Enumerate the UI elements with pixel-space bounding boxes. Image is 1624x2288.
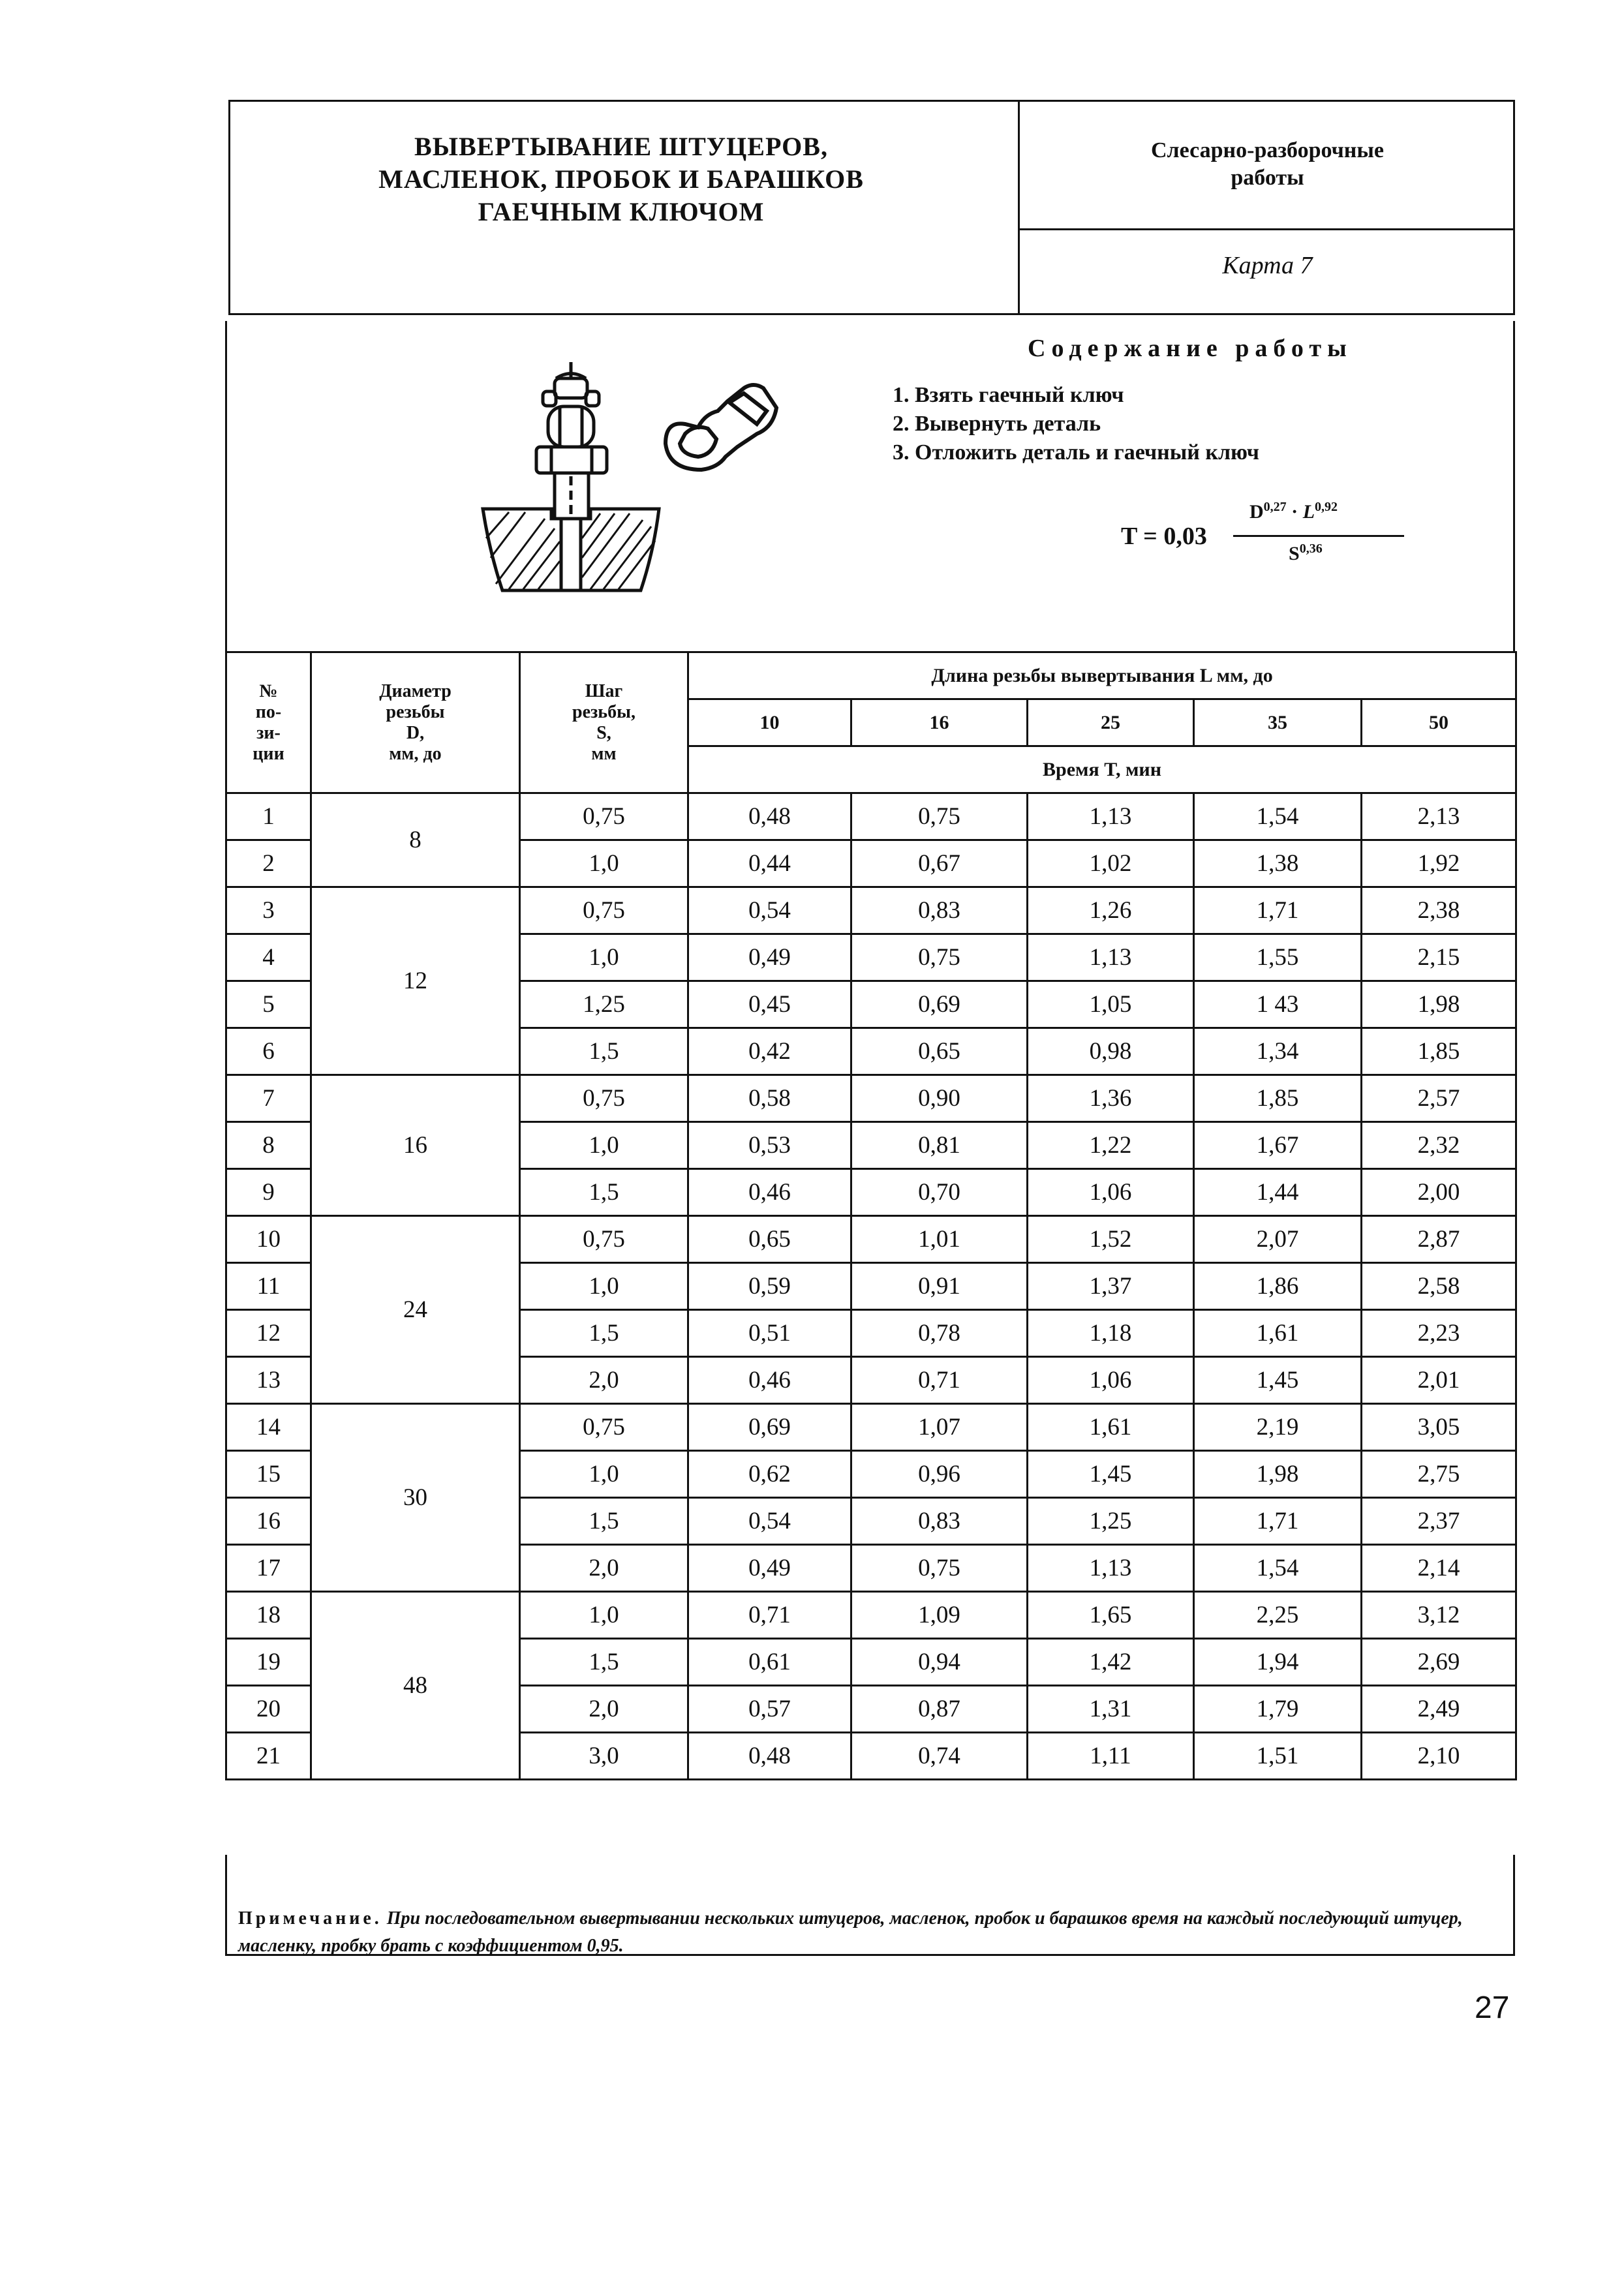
pitch-cell: 1,5 [520,1028,688,1075]
time-cell: 1,86 [1194,1263,1362,1310]
time-cell: 1,44 [1194,1169,1362,1216]
pitch-cell: 1,5 [520,1169,688,1216]
time-cell: 1,85 [1194,1075,1362,1122]
pitch-cell: 1,5 [520,1310,688,1357]
time-cell: 2,13 [1362,793,1516,840]
time-cell: 0,45 [688,981,851,1028]
time-cell: 1,13 [1028,934,1194,981]
time-cell: 2,23 [1362,1310,1516,1357]
diameter-cell: 30 [311,1404,520,1592]
time-cell: 3,05 [1362,1404,1516,1451]
time-cell: 1,13 [1028,793,1194,840]
time-cell: 0,61 [688,1639,851,1686]
col-header-pitch: Шаг резьбы, S, мм [520,652,688,793]
card-number: Карта 7 [1222,252,1313,279]
time-cell: 0,70 [851,1169,1028,1216]
time-cell: 1,45 [1028,1451,1194,1498]
pitch-cell: 1,5 [520,1639,688,1686]
time-cell: 0,71 [688,1592,851,1639]
position-cell: 9 [226,1169,311,1216]
pitch-cell: 2,0 [520,1686,688,1733]
time-cell: 1,31 [1028,1686,1194,1733]
time-cell: 0,71 [851,1357,1028,1404]
time-cell: 1,71 [1194,1498,1362,1545]
page-number: 27 [1475,1991,1510,2025]
time-cell: 2,25 [1194,1592,1362,1639]
time-cell: 0,75 [851,793,1028,840]
formula-lhs: T = 0,03 [1121,523,1207,550]
position-cell: 5 [226,981,311,1028]
time-cell: 0,59 [688,1263,851,1310]
card-title: ВЫВЕРТЫВАНИЕ ШТУЦЕРОВ, МАСЛЕНОК, ПРОБОК И БАРАШКОВ ГАЕЧНЫМ КЛЮЧОМ [378,132,864,226]
time-cell: 1,98 [1362,981,1516,1028]
time-cell: 0,53 [688,1122,851,1169]
time-cell: 1,94 [1194,1639,1362,1686]
step-3: 3. Отложить деталь и гаечный ключ [893,440,1259,465]
time-cell: 2,57 [1362,1075,1516,1122]
time-cell: 1,34 [1194,1028,1362,1075]
position-cell: 12 [226,1310,311,1357]
table-row [226,1075,1516,1122]
length-16: 16 [851,699,1028,746]
time-cell: 0,65 [688,1216,851,1263]
time-cell: 2,14 [1362,1545,1516,1592]
time-cell: 1,11 [1028,1733,1194,1780]
time-cell: 0,49 [688,1545,851,1592]
time-cell: 1 43 [1194,981,1362,1028]
pitch-cell: 1,25 [520,981,688,1028]
time-cell: 1,54 [1194,1545,1362,1592]
col-header-length: Длина резьбы вывертывания L мм, до [688,652,1516,699]
time-cell: 2,19 [1194,1404,1362,1451]
time-cell: 0,69 [688,1404,851,1451]
pitch-cell: 0,75 [520,1404,688,1451]
time-cell: 1,26 [1028,887,1194,934]
length-35: 35 [1194,699,1362,746]
time-cell: 0,46 [688,1357,851,1404]
pitch-cell: 1,0 [520,1122,688,1169]
time-cell: 0,75 [851,1545,1028,1592]
time-cell: 0,94 [851,1639,1028,1686]
time-cell: 1,98 [1194,1451,1362,1498]
note-body: При последовательном вывертывании нескольких штуцеров, масленок, пробок и барашков время на каждый последующий штуцер, масленку, пробку брать с коэффициентом 0,95. [238,1908,1463,1956]
time-cell: 1,05 [1028,981,1194,1028]
work-steps [893,381,1259,467]
pitch-cell: 2,0 [520,1357,688,1404]
position-cell: 10 [226,1216,311,1263]
time-cell: 0,46 [688,1169,851,1216]
length-10: 10 [688,699,851,746]
time-cell: 2,07 [1194,1216,1362,1263]
time-cell: 2,69 [1362,1639,1516,1686]
time-cell: 2,37 [1362,1498,1516,1545]
position-cell: 2 [226,840,311,887]
col-header-diameter: Диаметр резьбы D, мм, до [311,652,520,793]
time-norm-table [225,651,1517,1780]
formula-denominator: S$^{0,36}$ [1289,541,1323,564]
position-cell: 16 [226,1498,311,1545]
time-cell: 2,01 [1362,1357,1516,1404]
time-cell: 0,57 [688,1686,851,1733]
note-lead: Примечание. [238,1908,382,1929]
time-cell: 1,92 [1362,840,1516,887]
time-cell: 0,90 [851,1075,1028,1122]
time-cell: 1,18 [1028,1310,1194,1357]
time-cell: 1,22 [1028,1122,1194,1169]
time-cell: 2,32 [1362,1122,1516,1169]
position-cell: 3 [226,887,311,934]
work-category: Слесарно-разборочные работы [1150,138,1385,190]
pitch-cell: 1,0 [520,840,688,887]
time-cell: 0,81 [851,1122,1028,1169]
time-cell: 0,54 [688,1498,851,1545]
time-cell: 0,49 [688,934,851,981]
step-2: 2. Вывернуть деталь [893,412,1101,436]
time-cell: 0,91 [851,1263,1028,1310]
col-header-time: Время T, мин [688,746,1516,793]
position-cell: 1 [226,793,311,840]
time-cell: 1,67 [1194,1122,1362,1169]
time-cell: 1,01 [851,1216,1028,1263]
col-header-position: № по- зи- ции [226,652,311,793]
position-cell: 14 [226,1404,311,1451]
time-cell: 2,38 [1362,887,1516,934]
position-cell: 7 [226,1075,311,1122]
time-cell: 0,65 [851,1028,1028,1075]
pitch-cell: 0,75 [520,1075,688,1122]
time-cell: 1,02 [1028,840,1194,887]
diameter-cell: 16 [311,1075,520,1216]
time-cell: 0,87 [851,1686,1028,1733]
time-cell: 1,71 [1194,887,1362,934]
pitch-cell: 1,0 [520,1451,688,1498]
position-cell: 11 [226,1263,311,1310]
pitch-cell: 2,0 [520,1545,688,1592]
time-cell: 0,48 [688,793,851,840]
time-cell: 2,49 [1362,1686,1516,1733]
formula-numerator: D$^{0,27}$ · L$^{0,92}$ [1249,500,1338,523]
pitch-cell: 3,0 [520,1733,688,1780]
time-cell: 0,44 [688,840,851,887]
time-cell: 0,42 [688,1028,851,1075]
time-cell: 1,45 [1194,1357,1362,1404]
pitch-cell: 0,75 [520,887,688,934]
pitch-cell: 1,0 [520,934,688,981]
time-cell: 1,79 [1194,1686,1362,1733]
time-cell: 0,54 [688,887,851,934]
pitch-cell: 1,5 [520,1498,688,1545]
length-50: 50 [1362,699,1516,746]
position-cell: 21 [226,1733,311,1780]
time-cell: 3,12 [1362,1592,1516,1639]
time-cell: 1,36 [1028,1075,1194,1122]
fitting-and-wrench-illustration [470,349,809,610]
content-frame [225,321,1515,652]
step-1: 1. Взять гаечный ключ [893,383,1124,407]
time-cell: 1,13 [1028,1545,1194,1592]
formula-fraction-bar [1233,535,1404,537]
position-cell: 17 [226,1545,311,1592]
time-cell: 0,83 [851,1498,1028,1545]
table-row [226,793,1516,840]
time-cell: 0,78 [851,1310,1028,1357]
time-cell: 2,15 [1362,934,1516,981]
position-cell: 15 [226,1451,311,1498]
time-cell: 0,83 [851,887,1028,934]
time-cell: 0,69 [851,981,1028,1028]
pitch-cell: 0,75 [520,1216,688,1263]
table-row [226,1404,1516,1451]
time-cell: 2,58 [1362,1263,1516,1310]
time-cell: 0,58 [688,1075,851,1122]
time-cell: 1,65 [1028,1592,1194,1639]
diameter-cell: 48 [311,1592,520,1780]
time-cell: 0,74 [851,1733,1028,1780]
time-cell: 1,06 [1028,1357,1194,1404]
position-cell: 8 [226,1122,311,1169]
diameter-cell: 8 [311,793,520,887]
time-cell: 0,98 [1028,1028,1194,1075]
table-row [226,1592,1516,1639]
time-cell: 1,09 [851,1592,1028,1639]
time-cell: 1,54 [1194,793,1362,840]
header-divider-horizontal [1018,228,1515,230]
time-cell: 1,37 [1028,1263,1194,1310]
pitch-cell: 1,0 [520,1263,688,1310]
position-cell: 13 [226,1357,311,1404]
time-cell: 1,06 [1028,1169,1194,1216]
position-cell: 20 [226,1686,311,1733]
table-row [226,887,1516,934]
table-row [226,1216,1516,1263]
diameter-cell: 12 [311,887,520,1075]
time-cell: 1,52 [1028,1216,1194,1263]
time-cell: 1,85 [1362,1028,1516,1075]
time-cell: 1,55 [1194,934,1362,981]
time-cell: 1,61 [1194,1310,1362,1357]
position-cell: 4 [226,934,311,981]
time-cell: 0,48 [688,1733,851,1780]
time-cell: 2,87 [1362,1216,1516,1263]
length-25: 25 [1028,699,1194,746]
diameter-cell: 24 [311,1216,520,1404]
time-cell: 1,25 [1028,1498,1194,1545]
time-cell: 0,96 [851,1451,1028,1498]
time-cell: 0,67 [851,840,1028,887]
position-cell: 19 [226,1639,311,1686]
time-cell: 2,10 [1362,1733,1516,1780]
time-cell: 1,07 [851,1404,1028,1451]
time-cell: 1,61 [1028,1404,1194,1451]
time-cell: 2,75 [1362,1451,1516,1498]
position-cell: 18 [226,1592,311,1639]
pitch-cell: 0,75 [520,793,688,840]
time-cell: 0,51 [688,1310,851,1357]
pitch-cell: 1,0 [520,1592,688,1639]
content-title: Содержание работы [1028,335,1353,362]
time-cell: 1,42 [1028,1639,1194,1686]
header-divider-vertical [1018,100,1020,315]
time-cell: 1,38 [1194,840,1362,887]
time-cell: 0,75 [851,934,1028,981]
note [238,1905,1504,1960]
position-cell: 6 [226,1028,311,1075]
time-cell: 0,62 [688,1451,851,1498]
time-cell: 2,00 [1362,1169,1516,1216]
time-cell: 1,51 [1194,1733,1362,1780]
